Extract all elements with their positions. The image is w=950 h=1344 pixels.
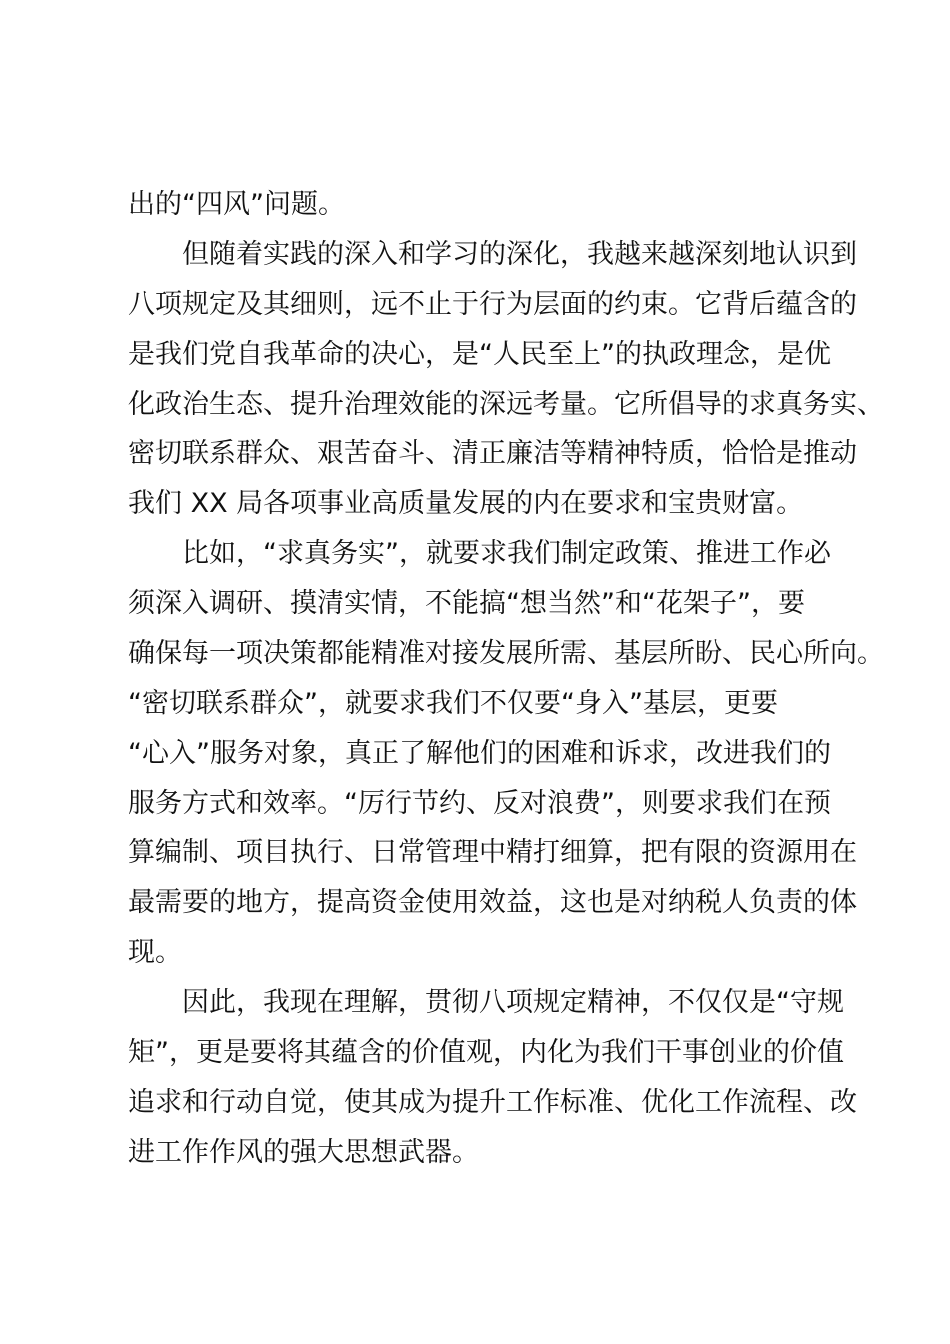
text-line: 矩”，更是要将其蕴含的价值观，内化为我们干事创业的价值 [128,1037,844,1068]
text-line: 确保每一项决策都能精准对接发展所需、基层所盼、民心所向。 [128,638,884,669]
text-line: 我们 XX 局各项事业高质量发展的内在要求和宝贵财富。 [128,488,804,519]
text-line: 八项规定及其细则，远不止于行为层面的约束。它背后蕴含的 [128,289,857,320]
text-line: 现。 [128,937,182,968]
text-line: 化政治生态、提升治理效能的深远考量。它所倡导的求真务实、 [128,389,884,420]
text-line: 出的“四风”问题。 [128,189,345,220]
text-line: 因此，我现在理解，贯彻八项规定精神，不仅仅是“守规 [128,987,844,1018]
text-line: 追求和行动自觉，使其成为提升工作标准、优化工作流程、改 [128,1087,857,1118]
text-line: 密切联系群众、艰苦奋斗、清正廉洁等精神特质，恰恰是推动 [128,438,857,469]
text-line: 但随着实践的深入和学习的深化，我越来越深刻地认识到 [128,239,857,270]
text-line: 比如，“求真务实”，就要求我们制定政策、推进工作必 [128,538,831,569]
text-line: 最需要的地方，提高资金使用效益，这也是对纳税人负责的体 [128,887,857,918]
text-line: 进工作作风的强大思想武器。 [128,1137,479,1168]
text-line: “心入”服务对象，真正了解他们的困难和诉求，改进我们的 [128,738,831,769]
text-line: “密切联系群众”，就要求我们不仅要“身入”基层，更要 [128,688,778,719]
text-line: 服务方式和效率。“厉行节约、反对浪费”，则要求我们在预 [128,788,831,819]
text-line: 算编制、项目执行、日常管理中精打细算，把有限的资源用在 [128,837,857,868]
text-line: 须深入调研、摸清实情，不能搞“想当然”和“花架子”，要 [128,588,805,619]
text-line: 是我们党自我革命的决心，是“人民至上”的执政理念，是优 [128,339,831,370]
